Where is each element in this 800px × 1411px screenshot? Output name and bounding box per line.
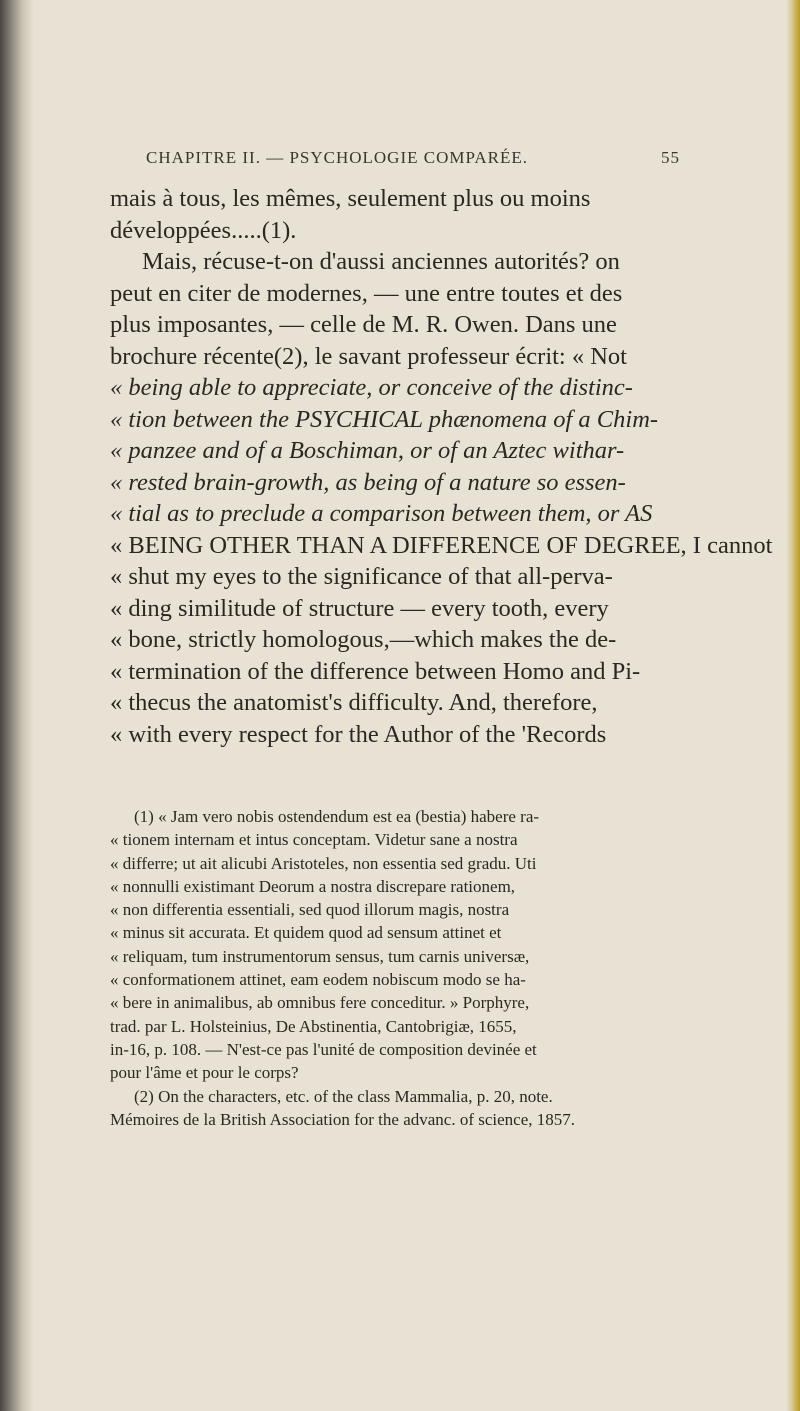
quote-line: « bone, strictly homologous,—which makes the de- <box>110 626 617 653</box>
footnote-line: « reliquam, tum instrumentorum sensus, tum carnis universæ, <box>110 946 530 966</box>
quote-line: « with every respect for the Author of the 'Records <box>110 720 607 748</box>
footnote-line: « bere in animalibus, ab omnibus fere conceditur. » Porphyre, <box>110 993 530 1013</box>
quote-line: « rested brain-growth, as being of a nature so essen- <box>110 468 626 496</box>
quote-line: « ding similitude of structure — every tooth, every <box>110 594 609 622</box>
footnote-line: « differre; ut ait alicubi Aristoteles, non essentia sed gradu. Uti <box>110 853 537 873</box>
quote-line: « panzee and of a Boschiman, or of an Aztec withar- <box>110 437 625 464</box>
quote-line: « BEING OTHER THAN A DIFFERENCE OF DEGREE, I cannot <box>110 531 773 559</box>
footnote-line: Mémoires de la British Association for the advanc. of science, 1857. <box>110 1109 576 1129</box>
footnote-line: « nonnulli existimant Deorum a nostra discrepare rationem, <box>110 876 516 896</box>
body-line: brochure récente(2), le savant professeur écrit: « Not <box>110 342 627 370</box>
book-spine-shadow <box>0 0 34 1411</box>
quote-line: « being able to appreciate, or conceive of the distinc- <box>110 374 633 401</box>
quote-line: « thecus the anatomist's difficulty. And, therefore, <box>110 689 598 716</box>
footnote-line: pour l'âme et pour le corps? <box>110 1063 299 1083</box>
body-line: développées.....(1). <box>110 216 297 244</box>
body-line: peut en citer de modernes, — une entre toutes et des <box>110 279 623 307</box>
page-edge <box>786 0 800 1411</box>
footnotes <box>110 805 680 1131</box>
footnote-line: « tionem internam et intus conceptam. Videtur sane a nostra <box>110 830 518 850</box>
body-line: Mais, récuse-t-on d'aussi anciennes autorités? on <box>142 248 620 275</box>
body-text <box>110 183 773 750</box>
running-title: CHAPITRE II. — PSYCHOLOGIE COMPARÉE. <box>146 148 529 167</box>
quote-line: « tion between the PSYCHICAL phænomena of a Chim- <box>110 405 659 433</box>
footnote-line: in-16, p. 108. — N'est-ce pas l'unité de composition devinée et <box>110 1039 537 1059</box>
quote-line: « tial as to preclude a comparison between them, or AS <box>110 500 653 527</box>
body-line: plus imposantes, — celle de M. R. Owen. Dans une <box>110 311 617 338</box>
footnote-line: « non differentia essentiali, sed quod illorum magis, nostra <box>110 900 510 920</box>
quote-line: « termination of the difference between Homo and Pi- <box>110 657 641 685</box>
footnote-line: « minus sit accurata. Et quidem quod ad sensum attinet et <box>110 923 502 943</box>
footnote-line: « conformationem attinet, eam eodem nobiscum modo se ha- <box>110 970 526 990</box>
page-number: 55 <box>661 148 680 167</box>
footnote-line: trad. par L. Holsteinius, De Abstinentia, Cantobrigiæ, 1655, <box>110 1016 517 1036</box>
footnote-line: (1) « Jam vero nobis ostendendum est ea (bestia) habere ra- <box>134 807 540 826</box>
body-line: mais à tous, les mêmes, seulement plus ou moins <box>110 185 591 212</box>
quote-line: « shut my eyes to the significance of that all-perva- <box>110 563 613 590</box>
footnote-line: (2) On the characters, etc. of the class Mammalia, p. 20, note. <box>134 1086 553 1106</box>
